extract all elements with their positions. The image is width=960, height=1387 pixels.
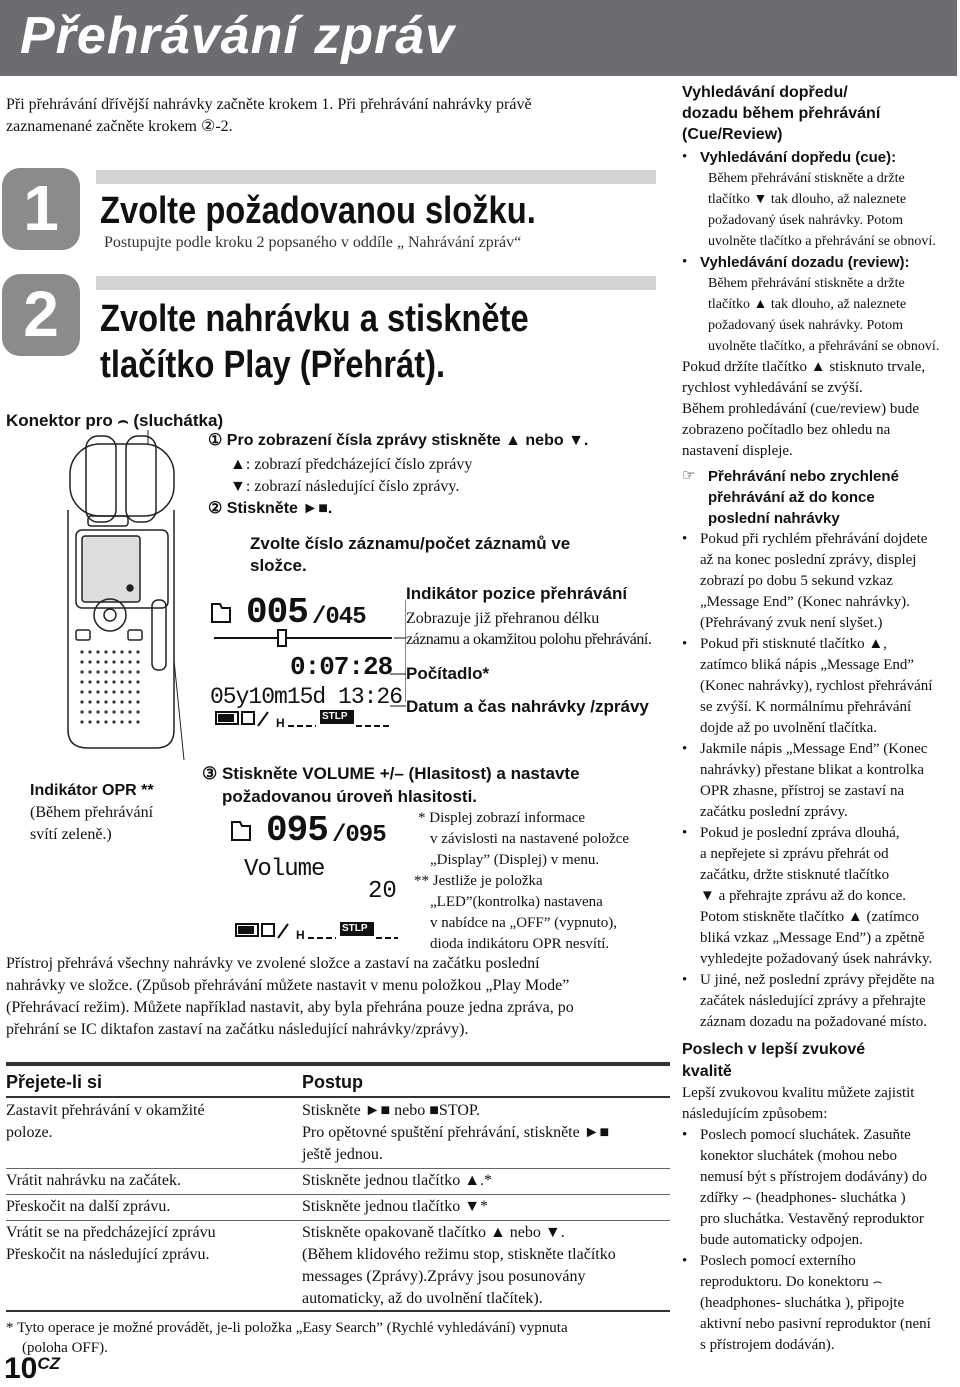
step-1-bar bbox=[96, 170, 656, 184]
list-item: • Pokud při stisknuté tlačítko ▲, zatímco bliká nápis „Message End” (Konec nahrávky), rychlost přehrávání se zvýší. K normálnímu přehrávání dojde až po uvolnění tlačítka. bbox=[682, 634, 958, 739]
step-2-bar bbox=[96, 276, 656, 290]
lcd2-volume-label: Volume bbox=[244, 856, 325, 883]
opr-indicator-label: Indikátor OPR ** (Během přehrávání svítí zeleně.) bbox=[30, 782, 154, 843]
datetime-label: Datum a čas nahrávky /zprávy bbox=[406, 697, 649, 716]
instruction-b: ② Stiskněte ►■. bbox=[208, 500, 333, 517]
search-speed-note: Pokud držíte tlačítko ▲ stisknuto trvale, rychlost vyhledávání se zvýší. Během prohledávání (cue/review) bude zobrazeno počítadlo bez ohledu na nastavení displeje. bbox=[682, 359, 926, 459]
lcd1-quality: H bbox=[276, 716, 285, 730]
bullet-icon: • bbox=[682, 972, 688, 988]
voice-recorder-illustration bbox=[48, 430, 188, 760]
playback-description: Přístroj přehrává všechny nahrávky ve zvolené složce a zastaví na začátku poslední nahrávky ve složce. (Způsob přehrávání můžete nastavit v menu položkou „Play Mode” (Přehrávací režim). Můžete například nastavit, aby byla přehrána pouze jedna zpráva, po přehrání se IC diktafon zastaví na začátku následující nahrávky/zprávy). bbox=[6, 955, 574, 1038]
connector-label: Konektor pro ⌢ (sluchátka) bbox=[6, 411, 224, 430]
better-quality-heading: Poslech v lepší zvukové kvalitě bbox=[682, 1041, 866, 1080]
step-1-title: Zvolte požadovanou složku. bbox=[100, 190, 536, 232]
bullet-icon: • bbox=[682, 825, 688, 841]
table-header-rule bbox=[6, 1096, 670, 1098]
table-row: Přeskočit na další zprávu. bbox=[6, 1198, 171, 1215]
lcd2-stlp: STLP bbox=[342, 923, 368, 934]
lcd1-message-total: /045 bbox=[312, 604, 366, 631]
lcd2-quality: H bbox=[296, 928, 305, 942]
footnote: * Tyto operace je možné provádět, je-li položka „Easy Search” (Rychlé vyhledávání) vypnuta (poloha OFF). bbox=[6, 1320, 568, 1356]
list-item: • Poslech pomocí sluchátek. Zasuňte konektor sluchátek (mohou nebo nemusí být s přístrojem dodávány) do zdířky ⌢ (headphones- sluchátka ) pro sluchátka. Vestavěný reproduktor bude automaticky odpojen. bbox=[682, 1125, 958, 1251]
lcd1-counter: 0:07:28 bbox=[290, 652, 393, 682]
list-item: • Poslech pomocí externího reproduktoru. Do konektoru ⌢ (headphones- sluchátka ), připojte aktivní nebo pasivní reproduktor (není s přístrojem dodáván). bbox=[682, 1251, 958, 1356]
position-indicator-desc: Zobrazuje již přehranou délku záznamu a okamžitou polohu přehrávání. bbox=[406, 610, 652, 648]
bullet-icon: • bbox=[682, 149, 688, 165]
list-item: • Pokud při rychlém přehrávání dojdete až na konec poslední zprávy, displej zobrazí po dobu 5 sekund vzkaz „Message End” (Konec nahrávky). (Přehrávaný zvuk není slyšet.) bbox=[682, 529, 958, 634]
lcd2-message-total: /095 bbox=[332, 822, 386, 849]
select-label: Zvolte číslo záznamu/počet záznamů ve složce. bbox=[250, 534, 571, 575]
lcd1-stlp: STLP bbox=[322, 711, 348, 722]
table-row: Stiskněte jednou tlačítko ▲.* bbox=[302, 1172, 493, 1189]
step-2-title: Zvolte nahrávku a stiskněte tlačítko Play (Přehrát). bbox=[100, 298, 529, 386]
instruction-c: ③ Stiskněte VOLUME +/– (Hlasitost) a nastavte požadovanou úroveň hlasitosti. bbox=[202, 764, 580, 806]
position-indicator-title: Indikátor pozice přehrávání bbox=[406, 584, 628, 603]
list-item: • U jiné, než poslední zprávy přejděte na začátek následující zprávy a přehrajte záznam dozadu na požadované místo. bbox=[682, 970, 958, 1033]
tip-pointer-icon: ☞ bbox=[682, 468, 696, 484]
lcd2-volume-value: 20 bbox=[368, 878, 397, 905]
instruction-a-detail: ▲: zobrazí předcházející číslo zprávy ▼: zobrazí následující číslo zprávy. bbox=[230, 456, 473, 495]
list-item: • Pokud je poslední zpráva dlouhá, a nepřejete si zprávu přehrát od začátku, držte stisknuté tlačítko ▼ a přehrajte zprávu až do konce. Potom stiskněte tlačítko ▲ (zatímco bliká vzkaz „Message End”) a zpětně vyhledejte požadovaný úsek nahrávky. bbox=[682, 823, 958, 970]
lcd2-message-number: 095 bbox=[266, 810, 328, 851]
counter-label: Počítadlo* bbox=[406, 664, 490, 683]
list-item: • Jakmile nápis „Message End” (Konec nahrávky) přestane blikat a kontrolka OPR zhasne, přístroj se zastaví na začátku poslední zprávy. bbox=[682, 739, 958, 823]
bullet-icon: • bbox=[682, 531, 688, 547]
table-header-want: Přejete-li si bbox=[6, 1072, 103, 1092]
list-item: • Vyhledávání dozadu (review): Během přehrávání stiskněte a držte tlačítko ▲ tak dlouho, až naleznete požadovaný úsek nahrávky. Potom uvolněte tlačítko, a přehrávání se obnoví. bbox=[682, 252, 958, 357]
table-row: Stiskněte jednou tlačítko ▼* bbox=[302, 1198, 489, 1215]
lcd1-message-number: 005 bbox=[246, 592, 308, 633]
table-row: Zastavit přehrávání v okamžité poloze. bbox=[6, 1102, 205, 1141]
bullet-icon: • bbox=[682, 254, 688, 270]
better-quality-intro: Lepší zvukovou kvalitu můžete zajistit následujícím způsobem: bbox=[682, 1085, 915, 1122]
step-1-subtitle: Postupujte podle kroku 2 popsaného v oddíle „ Nahrávání zpráv“ bbox=[104, 234, 522, 251]
bullet-icon: • bbox=[682, 1253, 688, 1269]
table-row: Stiskněte opakovaně tlačítko ▲ nebo ▼. (Během klidového režimu stop, stiskněte tlačítko messages (Zprávy).Zprávy jsou posunovány automaticky, až do uvolnění tlačítek). bbox=[302, 1224, 616, 1307]
intro-text: Při přehrávání dřívější nahrávky začněte krokem 1. Při přehrávání nahrávky právě zaznamenané začněte krokem ②-2. bbox=[6, 96, 532, 135]
bullet-icon: • bbox=[682, 1127, 688, 1143]
table-row: Vrátit se na předcházející zprávu Přeskočit na následující zprávu. bbox=[6, 1224, 216, 1263]
table-row: Stiskněte ►■ nebo ■STOP. Pro opětovné spuštění přehrávání, stiskněte ►■ ještě jednou. bbox=[302, 1102, 610, 1163]
list-item: • Vyhledávání dopředu (cue): Během přehrávání stiskněte a držte tlačítko ▼ tak dlouho, až naleznete požadovaný úsek nahrávky. Potom uvolněte tlačítko a přehrávání se obnoví. bbox=[682, 147, 958, 252]
display-notes: * Displej zobrazí informace v závislosti na nastavené položce „Display” (Displej) v menu. ** Jestliže je položka „LED”(kontrolka) nastavena v nabídce na „OFF” (vypnuto), dioda indikátoru OPR nesvítí. bbox=[414, 810, 630, 952]
lcd1-date-time: 05y10m15d 13:26 bbox=[210, 684, 403, 710]
bullet-icon: • bbox=[682, 636, 688, 652]
page-number: $10^{CZ}$ bbox=[4, 1352, 61, 1385]
page-title: Přehrávání zpráv bbox=[20, 7, 456, 65]
step-2-number: 2 bbox=[23, 278, 59, 350]
bullet-icon: • bbox=[682, 741, 688, 757]
instruction-a: ① Pro zobrazení čísla zprávy stiskněte ▲ nebo ▼. bbox=[208, 432, 589, 449]
right-column bbox=[682, 82, 958, 1356]
lcd1-callout-lines bbox=[388, 664, 406, 714]
tip-heading: ☞ Přehrávání nebo zrychlené přehrávání až do konce poslední nahrávky bbox=[682, 468, 899, 527]
step-1-number: 1 bbox=[23, 172, 59, 244]
table-header-procedure: Postup bbox=[302, 1072, 363, 1092]
table-row-rule bbox=[6, 1194, 670, 1195]
table-top-rule bbox=[6, 1062, 670, 1066]
table-row-rule bbox=[6, 1220, 670, 1221]
cue-review-heading: Vyhledávání dopředu/ dozadu během přehrávání (Cue/Review) bbox=[682, 84, 881, 143]
table-row: Vrátit nahrávku na začátek. bbox=[6, 1172, 181, 1189]
table-bottom-rule bbox=[6, 1310, 670, 1312]
table-row-rule bbox=[6, 1168, 670, 1169]
